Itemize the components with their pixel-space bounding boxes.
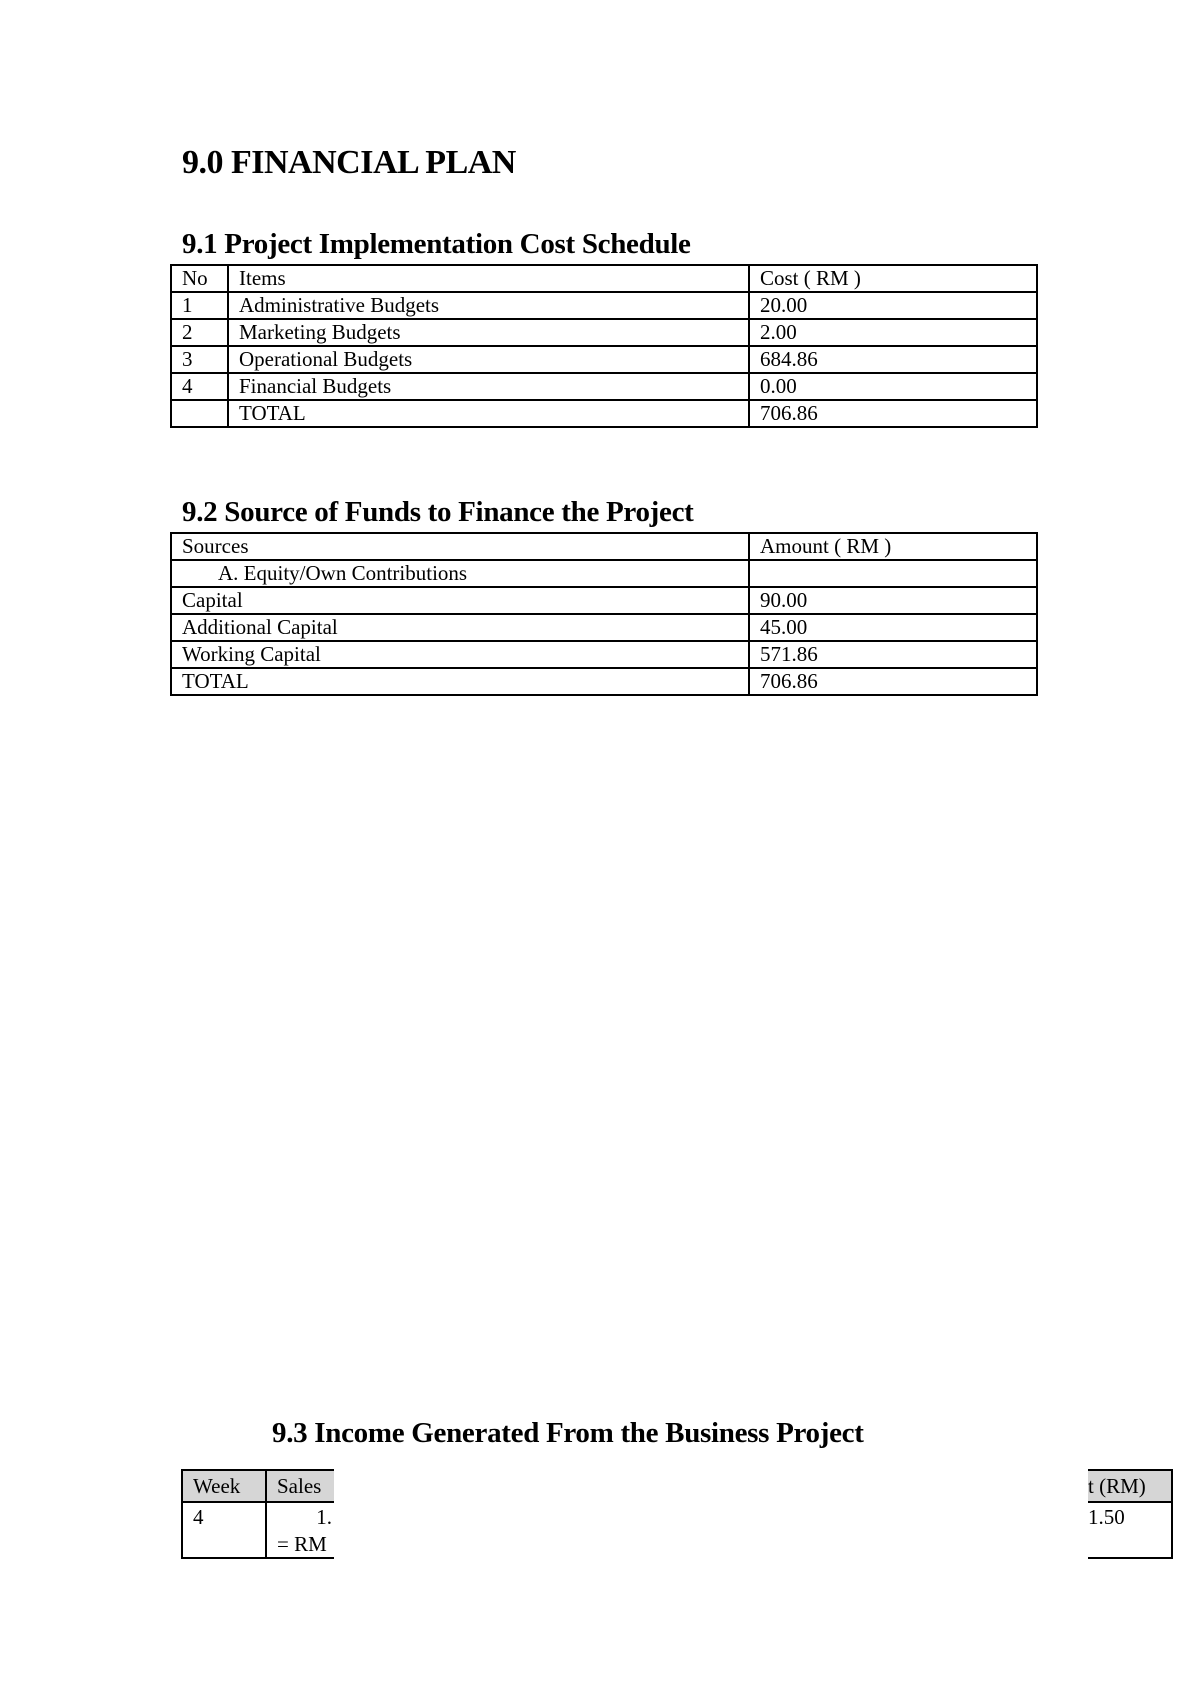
table-header-row xyxy=(182,1470,334,1502)
header-sources: Sources xyxy=(171,533,749,560)
cell-no: 3 xyxy=(171,346,228,373)
cell-item: Operational Budgets xyxy=(228,346,749,373)
cell-sales xyxy=(266,1502,334,1558)
header-sales: Sales xyxy=(266,1470,334,1502)
cell-cost: 0.00 xyxy=(749,373,1037,400)
cell-cost: 20.00 xyxy=(749,292,1037,319)
table-row xyxy=(182,1502,334,1558)
cell-cost: 684.86 xyxy=(749,346,1037,373)
cell-no: 1 xyxy=(171,292,228,319)
header-cost: Cost ( RM ) xyxy=(749,265,1037,292)
table-total-row xyxy=(171,668,1037,695)
header-amount-partial: t (RM) xyxy=(1088,1470,1172,1502)
table-header-row xyxy=(171,533,1037,560)
header-amount: Amount ( RM ) xyxy=(749,533,1037,560)
table-row xyxy=(171,614,1037,641)
cell-source: Additional Capital xyxy=(171,614,749,641)
cell-source: A. Equity/Own Contributions xyxy=(171,560,749,587)
cell-amount: 90.00 xyxy=(749,587,1037,614)
cell-week: 4 xyxy=(182,1502,266,1558)
table-header-row xyxy=(1088,1470,1172,1502)
cell-amount: 45.00 xyxy=(749,614,1037,641)
table-row xyxy=(171,641,1037,668)
table-row xyxy=(171,346,1037,373)
cell-sales-value: 1. xyxy=(316,1505,332,1529)
income-table-left-fragment xyxy=(181,1469,334,1559)
cell-no: 2 xyxy=(171,319,228,346)
source-of-funds-table xyxy=(170,532,1038,696)
table-row xyxy=(171,560,1037,587)
cell-amount xyxy=(749,560,1037,587)
cell-amount: 571.86 xyxy=(749,641,1037,668)
table-total-row xyxy=(171,400,1037,427)
cell-amount: 706.86 xyxy=(749,668,1037,695)
table-row xyxy=(171,373,1037,400)
cost-schedule-table xyxy=(170,264,1038,428)
header-items: Items xyxy=(228,265,749,292)
cell-cost: 706.86 xyxy=(749,400,1037,427)
cell-source: Capital xyxy=(171,587,749,614)
income-table-right-fragment xyxy=(1088,1469,1173,1559)
cell-item: Financial Budgets xyxy=(228,373,749,400)
section-heading-cost-schedule: 9.1 Project Implementation Cost Schedule xyxy=(182,228,691,260)
cell-no: 4 xyxy=(171,373,228,400)
cell-item: Administrative Budgets xyxy=(228,292,749,319)
table-header-row xyxy=(171,265,1037,292)
cell-source: TOTAL xyxy=(171,668,749,695)
header-week: Week xyxy=(182,1470,266,1502)
cell-no xyxy=(171,400,228,427)
table-row xyxy=(1088,1502,1172,1558)
cell-sales-currency: = RM xyxy=(277,1532,327,1556)
cell-source: Working Capital xyxy=(171,641,749,668)
header-no: No xyxy=(171,265,228,292)
cell-item: TOTAL xyxy=(228,400,749,427)
cell-amount-partial: 1.50 xyxy=(1088,1502,1172,1558)
cell-cost: 2.00 xyxy=(749,319,1037,346)
table-row xyxy=(171,587,1037,614)
table-row xyxy=(171,292,1037,319)
section-heading-income: 9.3 Income Generated From the Business Project xyxy=(272,1417,864,1449)
cell-item: Marketing Budgets xyxy=(228,319,749,346)
page-title: 9.0 FINANCIAL PLAN xyxy=(182,144,516,181)
table-row xyxy=(171,319,1037,346)
section-heading-source-of-funds: 9.2 Source of Funds to Finance the Project xyxy=(182,496,694,528)
